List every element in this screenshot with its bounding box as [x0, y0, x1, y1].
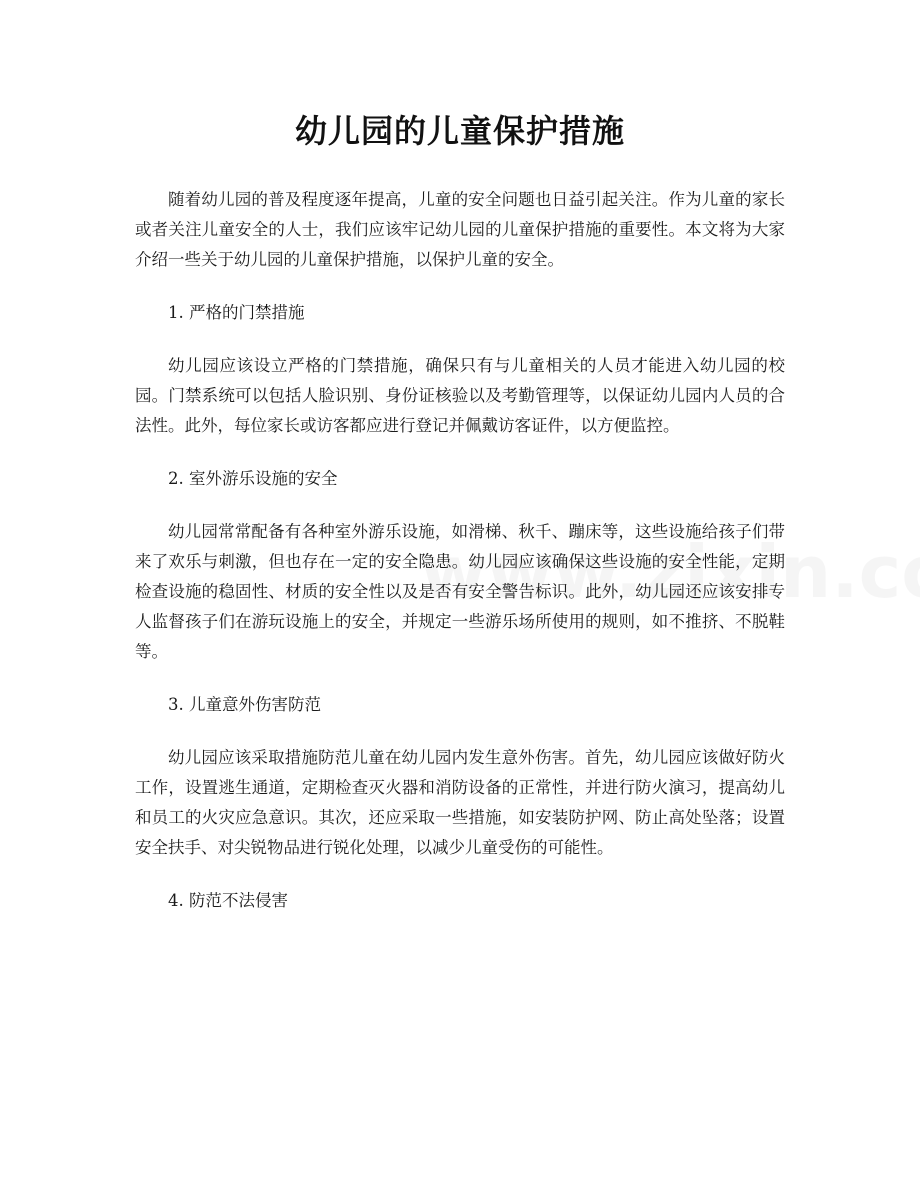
- section-body-3: 幼儿园应该采取措施防范儿童在幼儿园内发生意外伤害。首先，幼儿园应该做好防火工作，设置逃生通道，定期检查灭火器和消防设备的正常性，并进行防火演习，提高幼儿和员工的火灾应急意识。其次，还应采取一些措施，如安装防护网、防止高处坠落；设置安全扶手、对尖锐物品进行锐化处理，以减少儿童受伤的可能性。: [135, 748, 785, 857]
- section-body-1: 幼儿园应该设立严格的门禁措施，确保只有与儿童相关的人员才能进入幼儿园的校园。门禁系统可以包括人脸识别、身份证核验以及考勤管理等，以保证幼儿园内人员的合法性。此外，每位家长或访客都应进行登记并佩戴访客证件，以方便监控。: [135, 356, 785, 435]
- document-body: [135, 185, 785, 916]
- section-heading-2: 2. 室外游乐设施的安全: [168, 469, 338, 488]
- section-heading-4: 4. 防范不法侵害: [168, 891, 288, 910]
- page-title: 幼儿园的儿童保护措施: [294, 112, 625, 150]
- section-body-2: 幼儿园常常配备有各种室外游乐设施，如滑梯、秋千、蹦床等，这些设施给孩子们带来了欢乐与刺激，但也存在一定的安全隐患。幼儿园应该确保这些设施的安全性能，定期检查设施的稳固性、材质的安全性以及是否有安全警告标识。此外，幼儿园还应该安排专人监督孩子们在游玩设施上的安全，并规定一些游乐场所使用的规则，如不推挤、不脱鞋等。: [135, 522, 785, 661]
- intro-paragraph: 随着幼儿园的普及程度逐年提高，儿童的安全问题也日益引起关注。作为儿童的家长或者关注儿童安全的人士，我们应该牢记幼儿园的儿童保护措施的重要性。本文将为大家介绍一些关于幼儿园的儿童保护措施，以保护儿童的安全。: [135, 190, 785, 269]
- section-heading-1: 1. 严格的门禁措施: [168, 303, 305, 322]
- section-heading-3: 3. 儿童意外伤害防范: [168, 695, 321, 714]
